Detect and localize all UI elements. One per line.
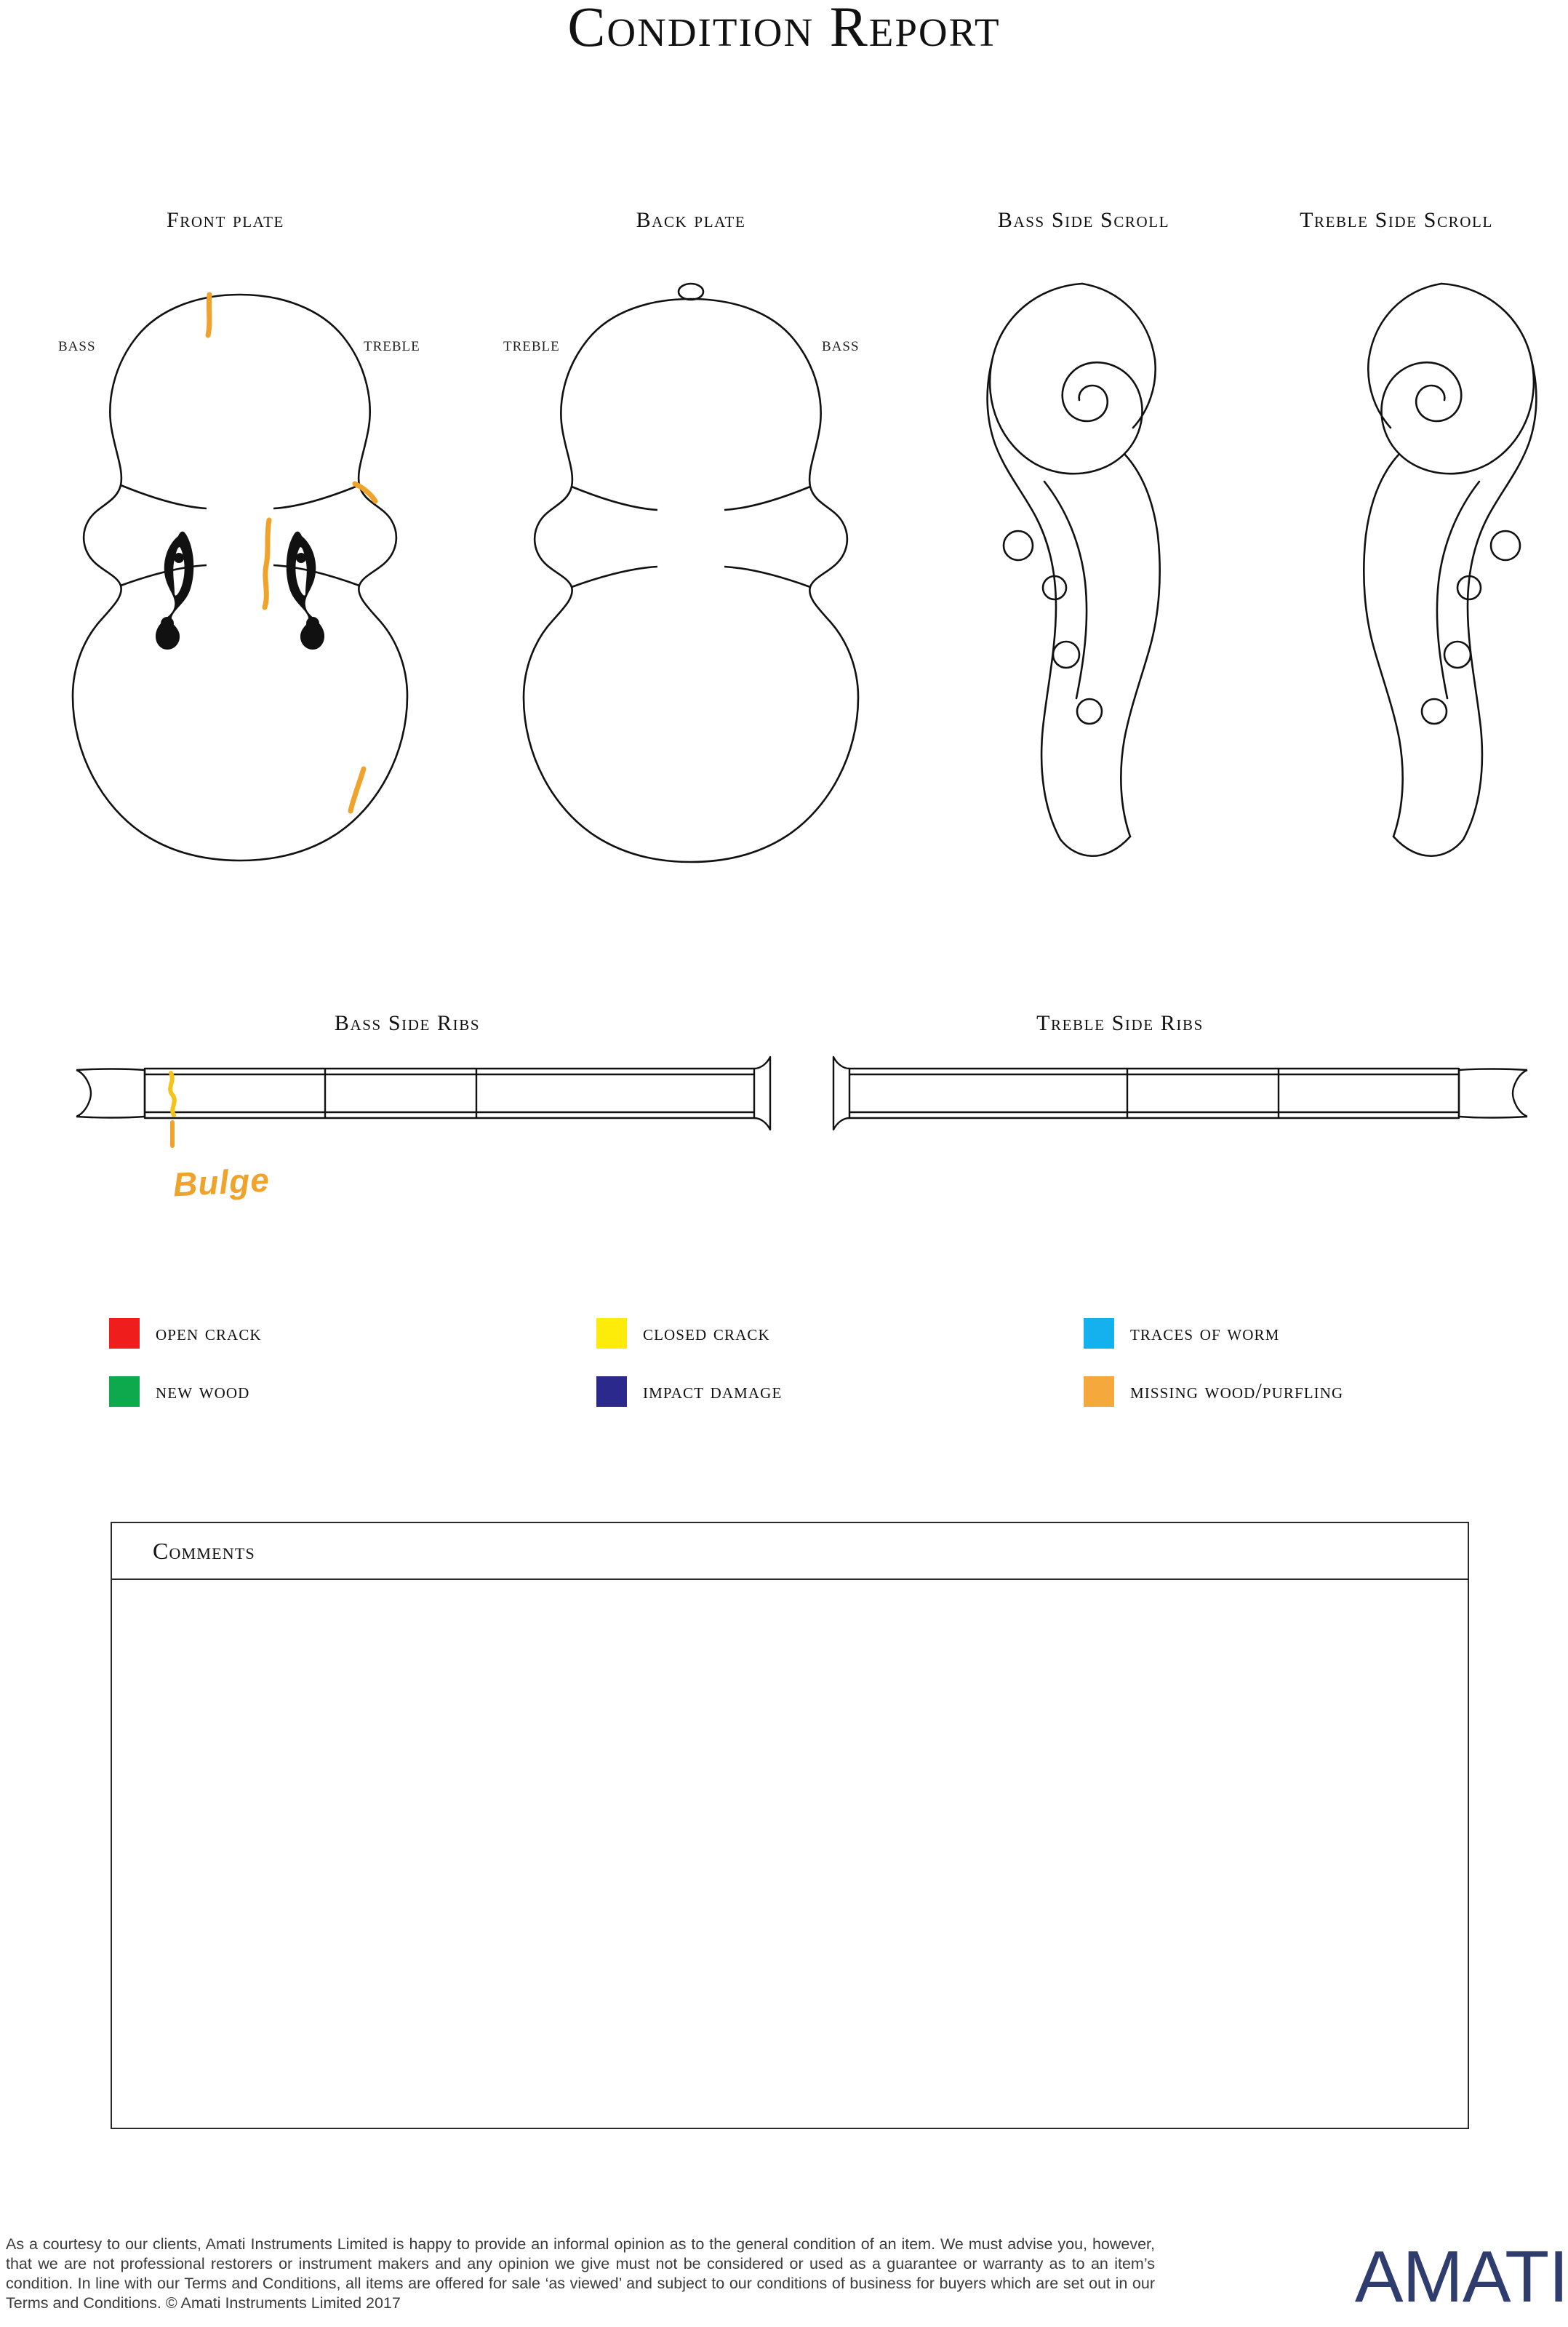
legend-swatch-new-wood (109, 1376, 140, 1407)
legend-item-open-crack (109, 1318, 596, 1349)
legend-item-missing-wood-purfling (1084, 1376, 1343, 1407)
legend-label-closed-crack: closed crack (643, 1321, 770, 1345)
treble-side-scroll-heading: Treble Side Scroll (1300, 208, 1493, 232)
bass-side-ribs-diagram[interactable] (69, 1037, 775, 1153)
legend-row (109, 1318, 1505, 1349)
legend-label-missing-wood-purfling: missing wood/purfling (1130, 1379, 1344, 1403)
legend-item-traces-of-worm (1084, 1318, 1279, 1349)
back-plate-treble-label: TREBLE (503, 339, 560, 354)
legend-swatch-closed-crack (596, 1318, 627, 1349)
page-title: Condition Report (567, 0, 1001, 58)
bass-side-scroll-diagram[interactable] (975, 269, 1236, 946)
comments-box (111, 1522, 1469, 2129)
bulge-annotation: Bulge (172, 1160, 271, 1204)
legend-item-new-wood (109, 1376, 596, 1407)
comments-input[interactable] (112, 1580, 1468, 2128)
comments-heading: Comments (153, 1537, 255, 1564)
treble-side-ribs-diagram[interactable] (829, 1037, 1535, 1153)
legend (109, 1318, 1505, 1434)
amati-logo: AMATI (1354, 2236, 1568, 2318)
legend-label-traces-of-worm: traces of worm (1130, 1321, 1280, 1345)
treble-side-ribs-heading: Treble Side Ribs (1036, 1011, 1204, 1035)
front-plate-bass-label: BASS (58, 339, 96, 354)
bass-side-ribs-heading: Bass Side Ribs (334, 1011, 481, 1035)
back-plate-diagram[interactable] (502, 280, 880, 935)
front-plate-heading: Front plate (167, 208, 284, 232)
legend-item-impact-damage (596, 1376, 1084, 1407)
footer-disclaimer: As a courtesy to our clients, Amati Instruments Limited is happy to provide an informal opinion as to the general condition of an item. We must advise you, however, that we are not professional restorers or instrument makers and any opinion we give must not be considered or used as a guarantee or warranty as to an item’s condition. In line with our Terms and Conditions, all items are offered for sale ‘as viewed’ and subject to our conditions of business for buyers which are set out in our Terms and Conditions. © Amati Instruments Limited 2017 (6, 2235, 1155, 2312)
legend-swatch-traces-of-worm (1084, 1318, 1114, 1349)
back-plate-bass-label: BASS (822, 339, 860, 354)
legend-swatch-open-crack (109, 1318, 140, 1349)
bass-side-scroll-heading: Bass Side Scroll (997, 208, 1170, 232)
legend-label-new-wood: new wood (156, 1379, 250, 1403)
legend-row (109, 1376, 1505, 1407)
front-plate-treble-label: TREBLE (364, 339, 420, 354)
comments-header (112, 1523, 1468, 1580)
front-plate-diagram[interactable] (51, 280, 429, 935)
back-plate-heading: Back plate (636, 208, 746, 232)
legend-swatch-impact-damage (596, 1376, 627, 1407)
legend-label-impact-damage: impact damage (643, 1379, 783, 1403)
legend-label-open-crack: open crack (156, 1321, 262, 1345)
legend-item-closed-crack (596, 1318, 1084, 1349)
treble-side-scroll-diagram[interactable] (1287, 269, 1549, 946)
legend-swatch-missing-wood-purfling (1084, 1376, 1114, 1407)
